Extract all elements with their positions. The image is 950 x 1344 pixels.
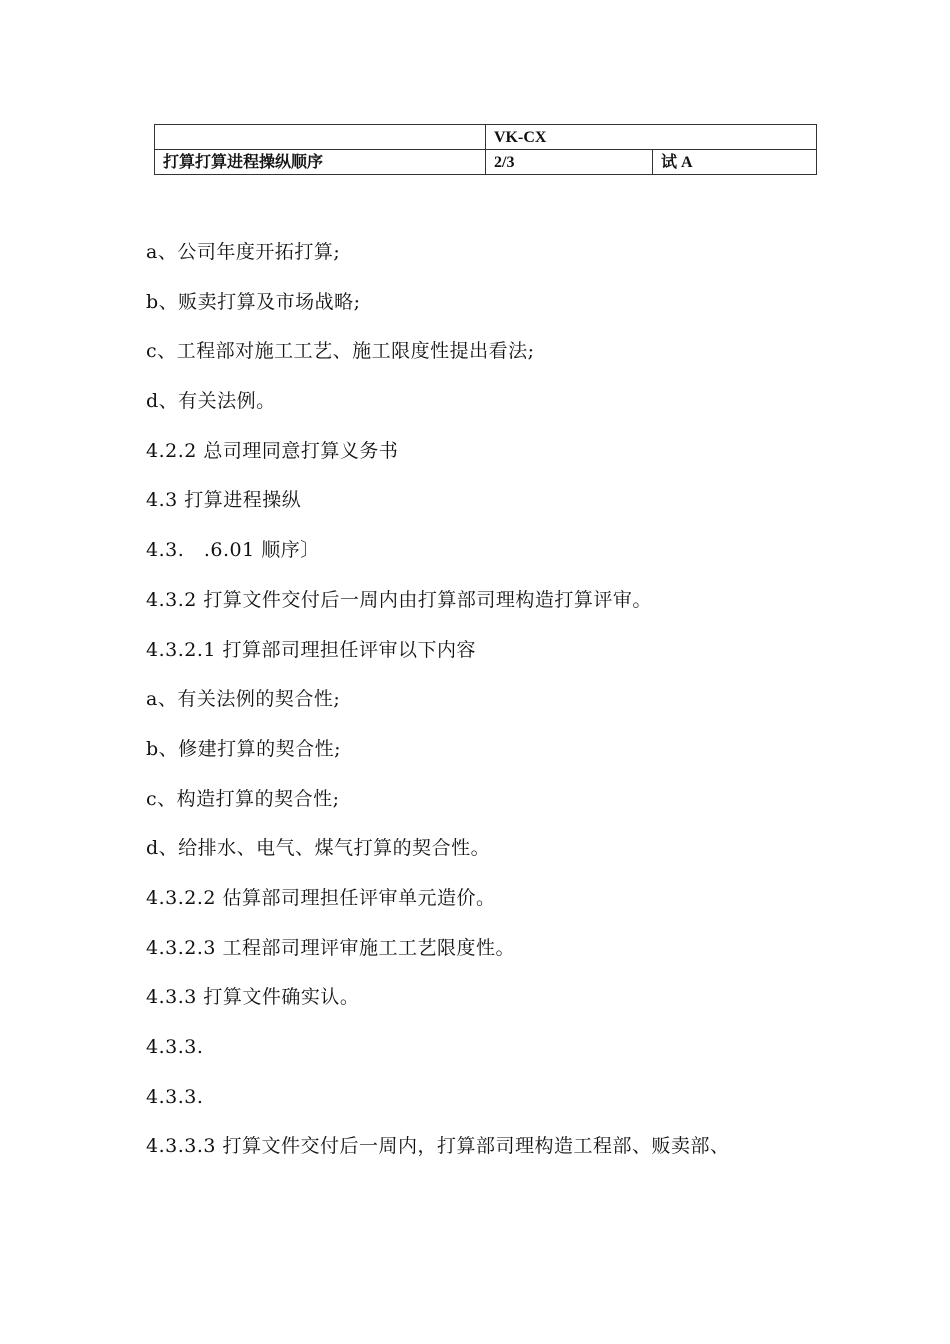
section-heading: 4.3 打算进程操纵 [146,489,302,512]
section-heading: 4.3.3. [146,1036,204,1058]
list-item: c、构造打算的契合性; [146,787,340,810]
section-heading: 4.3.3 打算文件确实认。 [146,986,360,1009]
document-title: 打算打算进程操纵顺序 [155,150,486,175]
document-header-table [154,124,817,175]
section-heading: 4.3. .6.01 顺序〕 [146,539,320,562]
header-row-1 [155,125,817,150]
list-item: b、贩卖打算及市场战略; [146,290,361,313]
paragraph: 4.3.2.2 估算部司理担任评审单元造价。 [146,886,496,909]
document-body [146,236,846,1180]
paragraph: 4.3.3.3 打算文件交付后一周内，打算部司理构造工程部、贩卖部、 [146,1135,730,1158]
header-row-2 [155,150,817,175]
list-item: d、给排水、电气、煤气打算的契合性。 [146,837,491,860]
version-label: 试 A [653,150,817,175]
page-number: 2/3 [486,150,653,175]
list-item: a、公司年度开拓打算; [146,241,341,263]
paragraph: 4.3.2 打算文件交付后一周内由打算部司理构造打算评审。 [146,588,652,611]
section-heading: 4.3.3. [146,1085,204,1108]
section-heading: 4.3.2.1 打算部司理担任评审以下内容 [146,638,477,661]
list-item: d、有关法例。 [146,390,276,413]
header-empty-cell [155,125,486,150]
list-item: a、有关法例的契合性; [146,688,341,711]
list-item: b、修建打算的契合性; [146,737,342,760]
document-code: VK-CX [486,125,817,150]
section-heading: 4.2.2 总司理同意打算义务书 [146,439,399,462]
paragraph: 4.3.2.3 工程部司理评审施工工艺限度性。 [146,936,516,959]
list-item: c、工程部对施工工艺、施工限度性提出看法; [146,340,535,363]
